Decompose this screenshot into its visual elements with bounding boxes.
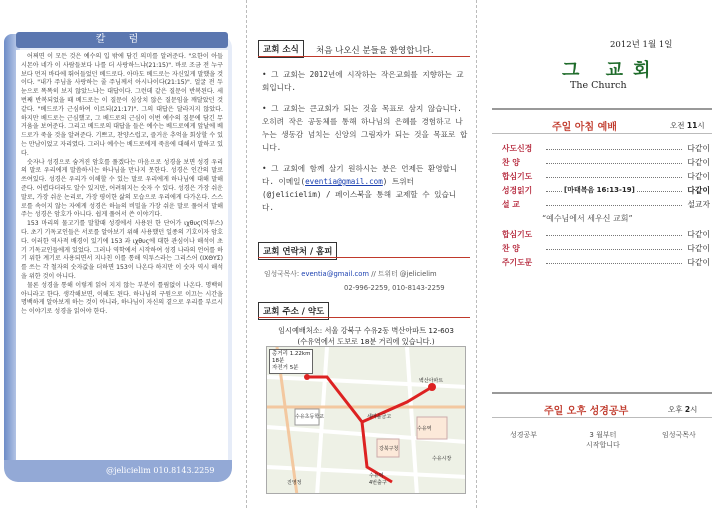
map[interactable] (266, 346, 466, 494)
divider (492, 392, 712, 394)
morning-service-title: 주일 아침 예배 (552, 122, 617, 133)
notice-item-text: ) 트위터(@jelicielim) / 페이스북을 통해 교제할 수 있습니다. (262, 177, 457, 212)
dot-leader (546, 249, 682, 250)
dot-leader (546, 163, 682, 164)
map-legend (269, 349, 313, 374)
sermon-paragraph: 물론 성경을 통해 이렇게 읽어 지지 않는 부분이 틀림없이 나온다. 명백히 아니라고 한다. 생각해보면, 이해도 된다. 하나님의 구원으로 이끄는 시간을 명백하게 알아보게 하는 것이 아니라, 하나님이 자신의 곁으로 우리를 부르시는 이야기로 성경을 읽어야 한다. (21, 281, 223, 316)
order-label: 합심기도 (502, 172, 533, 181)
order-value: 다같이 (687, 186, 710, 195)
order-label: 사도신경 (502, 144, 533, 153)
order-value: 다같이 (687, 244, 710, 253)
divider (258, 257, 470, 258)
time-suffix: 시 (690, 405, 698, 414)
sermon-paragraph: 153 마리의 물고기를 말할때 성경에서 사용된 한 단어가 ιχθυς(익투스)다. 초기 기독교인들은 서로를 알아보기 위해 사용했던 일종의 기호이자 암호다. 이러한 역사적 배경이 있기에 153 과 ιχθυς에 대한 관심이나 해석이 초기 기독교인들에게 있었다. 그러나 역학에서 시작하여 성경 나라의 언어를 하기 위한 계기로 사용되면서 지나친 이를 통해 익투스라는 그리스어 (ΙΧΘΥΣ)를 쓰는 각 철자의 숫자값을 더하면 153이 나온다 하지만 이 숫자 역시 해석을 위한 것이 아니다. (21, 220, 223, 280)
dot-leader (546, 177, 682, 178)
order-value: 다같이 (687, 172, 710, 181)
map-label: 수유역 (369, 473, 384, 479)
scripture-ref: [마태복음 16:13-19] (562, 184, 637, 197)
order-row (502, 142, 712, 155)
dot-leader (546, 205, 682, 206)
afternoon-service-time (668, 404, 697, 415)
address-title: 교회 주소 / 약도 (258, 302, 329, 320)
study-label: 성경공부 (510, 431, 538, 439)
church-name-en: The Church (570, 80, 627, 91)
address-directions: (수유역에서 도보로 18분 거리에 있습니다.) (297, 337, 435, 346)
sermon-title: “예수님에서 세우신 교회” (542, 214, 633, 223)
order-row (502, 256, 712, 269)
morning-service-time (670, 120, 705, 131)
map-label: 수유시장 (432, 456, 452, 462)
map-walk-time: 18분 (272, 358, 285, 364)
notice-welcome: 처음 나오신 분들을 환영합니다. (316, 46, 434, 56)
fold-line (476, 0, 477, 508)
order-row (502, 228, 712, 241)
sermon-footer: @jelicielim 010.8143.2259 (106, 466, 215, 475)
notice-title: 교회 소식 (258, 40, 304, 58)
column-bulletin (482, 0, 720, 508)
order-row (502, 242, 712, 255)
map-distance: 총거리 1.22km (272, 351, 311, 357)
list-item: • 그 교회는 2012년에 시작하는 작은교회를 지향하는 교회입니다. (262, 70, 464, 92)
map-label: 4번출구 (369, 480, 387, 486)
bulletin-date: 2012년 1월 1일 (610, 40, 673, 50)
order-label: 성경읽기 (502, 186, 533, 195)
order-row (502, 198, 712, 211)
divider (492, 133, 712, 134)
sermon-text (16, 50, 228, 460)
order-row (502, 156, 712, 169)
order-value: 설교자 (687, 200, 710, 209)
list-item: • 그 교회에 함께 살기 원하시는 분은 언제든 환영합니다. 이메일(eventia@gmail.com) 트위터(@jelicielim) / 페이스북을 통해 교제할 수 있습니다. (262, 164, 458, 212)
notice-item-text: 그 교회는 2012년에 시작하는 작은교회를 지향하는 교회입니다. (262, 70, 464, 92)
church-name: 그 교회 (562, 60, 661, 81)
time-prefix: 오전 (670, 121, 687, 130)
list-item: • 그 교회는 큰교회가 되는 것을 목표로 삼지 않습니다. 오히려 작은 공동체를 통해 하나님의 은혜를 경험하고 나누는 생동감 넘치는 신앙의 그림자가 되는 것을 목표로 합니다. (262, 104, 468, 152)
order-label: 주기도문 (502, 258, 533, 267)
contact-email-link[interactable]: eventia@gmail.com (301, 270, 370, 278)
map-label: 강북구청 (379, 446, 399, 452)
map-label: 진영정 (287, 480, 302, 486)
order-label: 찬 양 (502, 244, 520, 253)
order-value: 다같이 (687, 144, 710, 153)
notice-item-text: 그 교회는 큰교회가 되는 것을 목표로 삼지 않습니다. 오히려 작은 공동체를 통해 하나님의 은혜를 경험하고 나누는 생동감 넘치는 신앙의 그림자가 되는 것을 목표로 합니다. (262, 104, 468, 152)
study-schedule (586, 430, 620, 450)
study-leader: 임성국목사 (662, 431, 696, 439)
sermon-paragraph: 숫자나 성경으로 숨겨진 암호를 풀겠다는 마음으로 성경을 보면 성경 우리의 말로 우리에게 말씀하시는 하나님을 만나지 못한다. 성경은 인간의 말로 쓰여있다. 성경은 우리가 이해할 수 있는 말로 우리에게 하나님에 대해 말해준다. 어렵다더라도 알수 있지만, 어려워지는 숫자 수 있다. 성경은 가장 쉬운 말로, 가장 쉬운 논리로, 가장 평이한 삶의 모습으로 우리에게 다가온다. 스스로를 속이지 않는 자에게 성경은 하늘의 비밀을 가장 쉬운 말로 풀어서 말해주는 성경은 암호가 아니다. 쉽게 풀어서 쓴 이야기다. (21, 158, 223, 219)
notice-list (262, 68, 468, 222)
divider (258, 56, 470, 57)
order-value: 다같이 (687, 258, 710, 267)
order-label: 설 교 (502, 200, 520, 209)
order-label: 합심기도 (502, 230, 533, 239)
divider (258, 317, 470, 318)
map-label: 벽산아파트 (419, 378, 444, 384)
contact-twitter: // 트위터 @jelicielim (369, 270, 437, 278)
address-line: 임시예배처소: 서울 강북구 수유2동 벽산아파트 12-603 (278, 326, 454, 335)
fold-line (246, 0, 247, 508)
contact-name: 임성국목사: (264, 270, 302, 278)
contact-title: 교회 연락처 / 홈피 (258, 242, 337, 260)
order-value: 다같이 (687, 158, 710, 167)
study-start-note: 시작합니다 (586, 441, 620, 449)
time-hour: 11 (686, 121, 698, 130)
notice-item-text: 그 교회에 함께 살기 원하시는 분은 언제든 환영합니다. 이메일( (262, 164, 458, 186)
map-bike-time: 자전거 5분 (272, 365, 299, 371)
column-notice (248, 0, 470, 508)
map-label: 세마을금고 (367, 414, 392, 420)
contact-phone: 02-996-2259, 010-8143-2259 (344, 284, 445, 292)
afternoon-service-title: 주일 오후 성경공부 (544, 406, 629, 417)
divider (492, 108, 712, 110)
map-label: 수유초등학교 (295, 414, 324, 420)
sermon-header: 칼 럼 (16, 32, 228, 48)
dot-leader (546, 263, 682, 264)
time-prefix: 오후 (668, 405, 685, 414)
divider (492, 417, 712, 418)
column-sermon (0, 0, 240, 508)
order-row (502, 170, 712, 183)
time-hour: 2 (684, 405, 691, 414)
map-label: 수유역 (417, 426, 432, 432)
dot-leader (546, 149, 682, 150)
order-row (502, 184, 712, 197)
contact-line (264, 268, 437, 278)
study-start: 3 월부터 (589, 431, 617, 439)
sermon-paragraph: 어쩌면 이 모든 것은 예수의 입 밖에 담긴 의미를 알려준다. "요한이 아들 시몬아 네가 이 사람들보다 나를 더 사랑하느냐(21:15)". 바로 조금 전 누구보다 먼저 바다에 뛰어들었던 베드로다. 아마도 베드로는 자신있게 말했을 것이다. "내가 주님을 사랑하는 줄 주님께서 아시나이다(21:15)". 얼굴 전 두 눈으로 똑똑히 보지 않았느냐는 대답이다. 그런데 같은 질문이 반복된다. 세번째 반복되었을 때 베드로는 이 질문이 심상치 않은 질문임을 깨달았던 것 같다. "베드로가 근심하여 이르되(21:17)". 그의 대답은 달라지지 않았다. 하지만 베드로는 근심했고, 그 베드로의 근심이 이번 예수의 질문에 담긴 무거움을 보여준다. 그리고 베드로의 대답을 들은 예수는 베드로에게 앞날에 베드로가 죽을 것을 알려준다. 기쁘고, 찬양스럽고, 즐거운 추억을 회상할 수 있는 만남이었고 자리였다. 그러나 예수는 베드로에게 죽음에 대해서 말하고 있다. (21, 53, 223, 157)
email-link[interactable]: eventia@gmail.com (305, 177, 383, 186)
time-suffix: 시 (697, 121, 705, 130)
order-value: 다같이 (687, 230, 710, 239)
dot-leader (546, 235, 682, 236)
address-text (266, 325, 466, 347)
order-label: 찬 양 (502, 158, 520, 167)
